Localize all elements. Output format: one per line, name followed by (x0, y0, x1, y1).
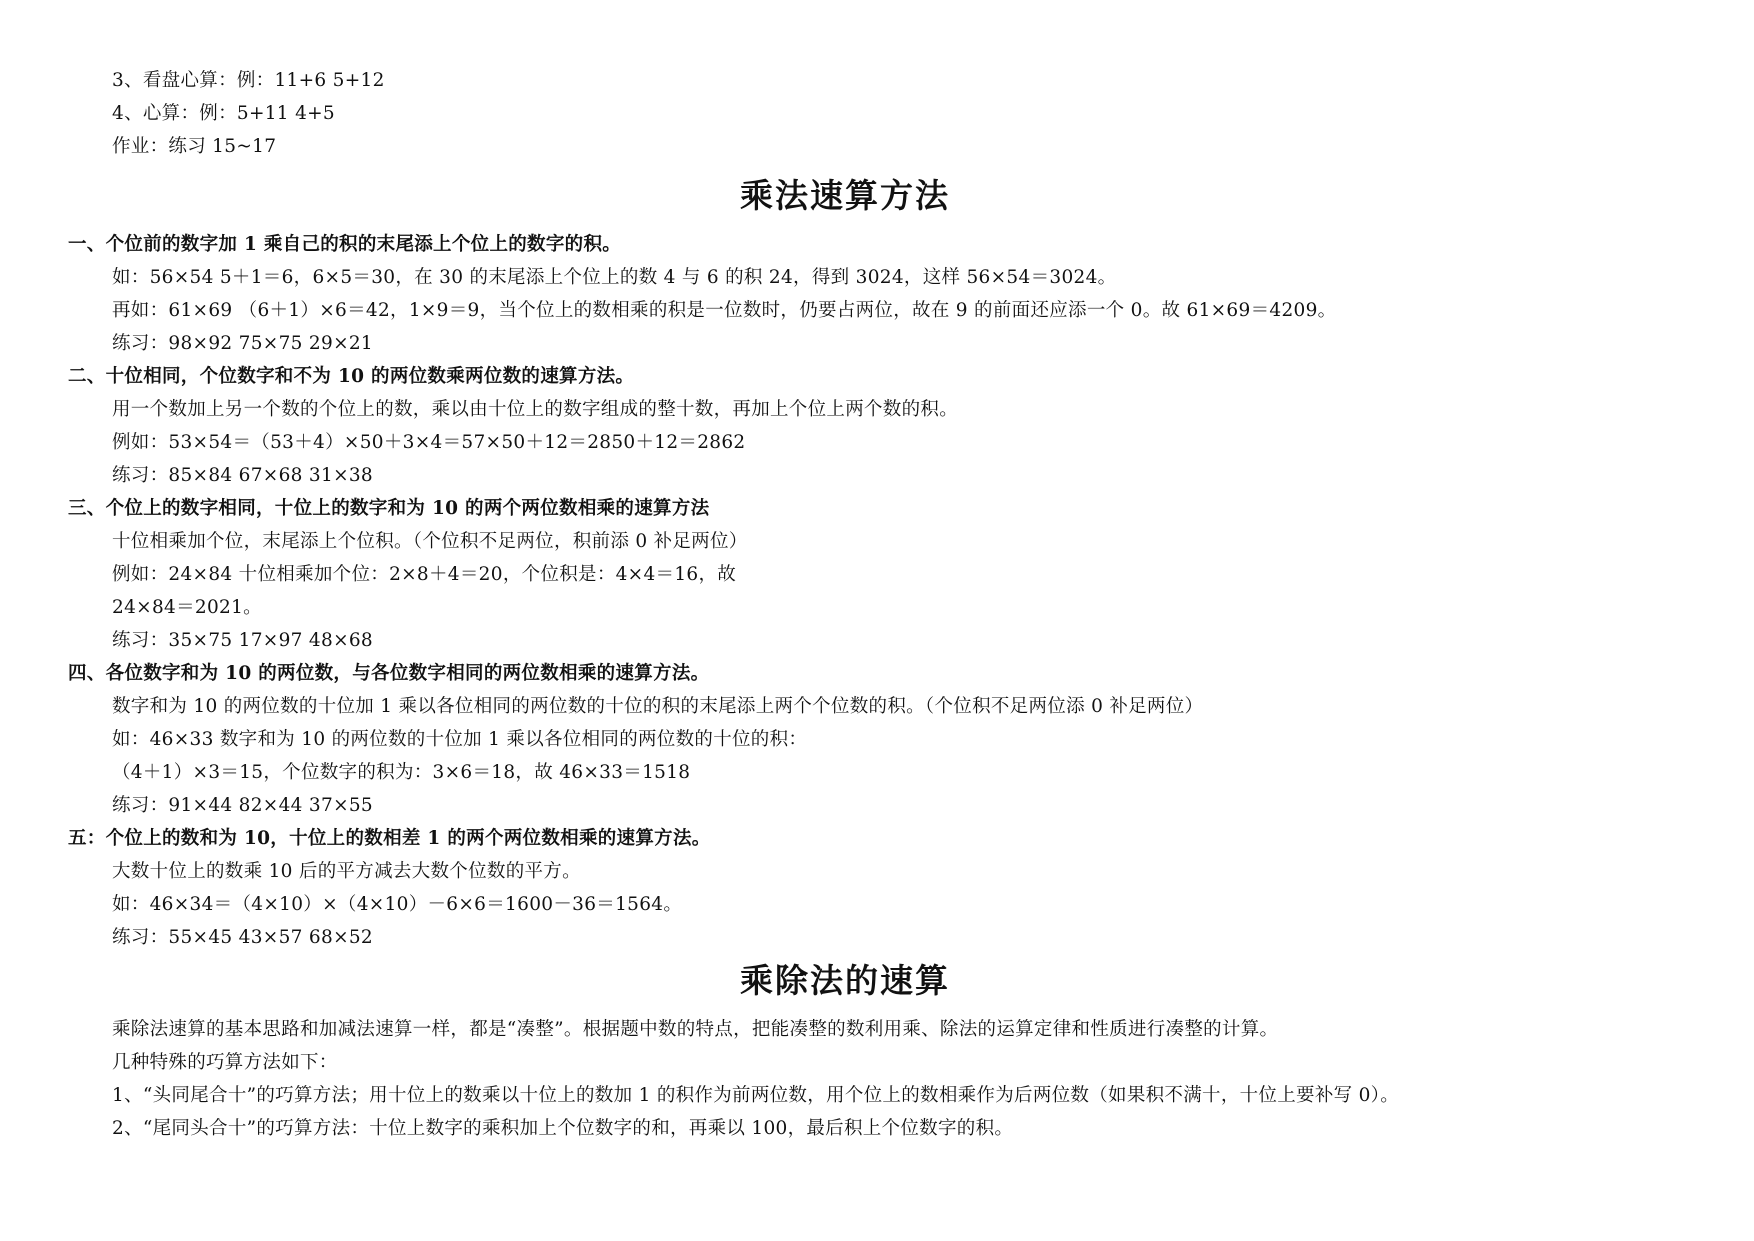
method-5-heading: 五：个位上的数和为 10，十位上的数相差 1 的两个两位数相乘的速算方法。 (68, 828, 711, 849)
method-5-practice: 练习：55×45 43×57 68×52 (112, 927, 374, 948)
method-1-example: 如：56×54 5＋1＝6，6×5＝30，在 30 的末尾添上个位上的数 4 与 6 的积 24，得到 3024，这样 56×54＝3024。 (112, 267, 1117, 288)
method-4-example-result: （4＋1）×3＝15，个位数字的积为：3×6＝18，故 46×33＝1518 (112, 762, 691, 783)
intro-line-1: 3、看盘心算：例：11+6 5+12 (112, 70, 385, 91)
method-1-heading: 一、个位前的数字加 1 乘自己的积的末尾添上个位上的数字的积。 (68, 234, 622, 255)
method-5-example: 如：46×34＝（4×10）×（4×10）－6×6＝1600－36＝1564。 (112, 894, 683, 915)
method-4-heading: 四、各位数字和为 10 的两位数，与各位数字相同的两位数相乘的速算方法。 (68, 663, 710, 684)
section-2-method-1: 1、“头同尾合十”的巧算方法；用十位上的数乘以十位上的数加 1 的积作为前两位数，用个位上的数相乘作为后两位数（如果积不满十，十位上要补写 0）。 (112, 1085, 1400, 1106)
method-1-practice: 练习：98×92 75×75 29×21 (112, 333, 374, 354)
method-2-heading: 二、十位相同，个位数字和不为 10 的两位数乘两位数的速算方法。 (68, 366, 635, 387)
method-4-example: 如：46×33 数字和为 10 的两位数的十位加 1 乘以各位相同的两位数的十位的积： (112, 729, 808, 750)
section-2-method-2: 2、“尾同头合十”的巧算方法：十位上数字的乘积加上个位数字的和，再乘以 100，最后积上个位数字的积。 (112, 1118, 1014, 1139)
method-4-practice: 练习：91×44 82×44 37×55 (112, 795, 374, 816)
section-title-multiplication: 乘法速算方法 (740, 176, 950, 215)
method-1-example-2: 再如：61×69 （6＋1）×6＝42，1×9＝9，当个位上的数相乘的积是一位数时，仍要占两位，故在 9 的前面还应添一个 0。故 61×69＝4209。 (112, 300, 1337, 321)
section-2-intro: 乘除法速算的基本思路和加减法速算一样，都是“凑整”。根据题中数的特点，把能凑整的数利用乘、除法的运算定律和性质进行凑整的计算。 (112, 1019, 1279, 1040)
method-3-practice: 练习：35×75 17×97 48×68 (112, 630, 374, 651)
method-3-heading: 三、个位上的数字相同，十位上的数字和为 10 的两个两位数相乘的速算方法 (68, 498, 710, 519)
intro-line-2: 4、心算：例：5+11 4+5 (112, 103, 336, 124)
method-2-example: 例如：53×54＝（53＋4）×50＋3×4＝57×50＋12＝2850＋12＝2862 (112, 432, 746, 453)
method-4-rule: 数字和为 10 的两位数的十位加 1 乘以各位相同的两位数的十位的积的末尾添上两个个位数的积。（个位积不足两位添 0 补足两位） (112, 696, 1204, 717)
method-3-example: 例如：24×84 十位相乘加个位：2×8＋4＝20，个位积是：4×4＝16，故 (112, 564, 737, 585)
method-2-rule: 用一个数加上另一个数的个位上的数，乘以由十位上的数字组成的整十数，再加上个位上两个数的积。 (112, 399, 959, 420)
section-2-methods-lead: 几种特殊的巧算方法如下： (112, 1052, 338, 1073)
section-title-mul-div: 乘除法的速算 (740, 961, 950, 1000)
method-3-example-result: 24×84＝2021。 (112, 597, 262, 618)
method-2-practice: 练习：85×84 67×68 31×38 (112, 465, 374, 486)
method-5-rule: 大数十位上的数乘 10 后的平方减去大数个位数的平方。 (112, 861, 581, 882)
intro-line-3: 作业：练习 15~17 (112, 136, 277, 157)
method-3-rule: 十位相乘加个位，末尾添上个位积。（个位积不足两位，积前添 0 补足两位） (112, 531, 748, 552)
